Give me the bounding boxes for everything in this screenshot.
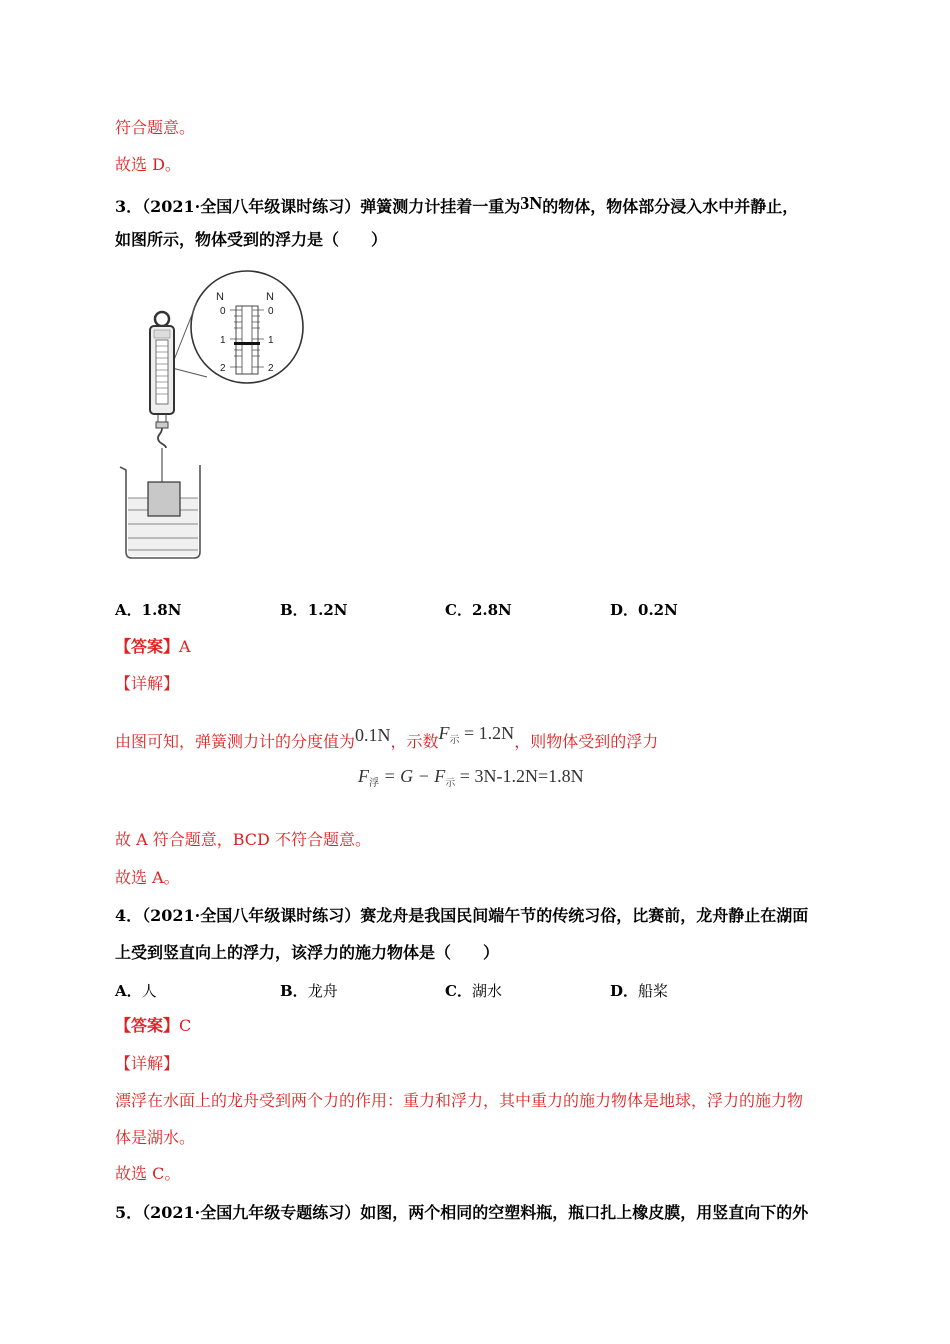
q4-explain-line1: 漂浮在水面上的龙舟受到两个力的作用：重力和浮力，其中重力的施力物体是地球，浮力的施力物 [115,1091,804,1110]
scale-unit-left: N [216,291,224,303]
q3-answer-value: A [179,637,191,656]
q3-choose: 故选 A。 [115,868,180,887]
q4-option-a[interactable]: A．人 [115,982,157,1000]
q3-option-b[interactable]: B．1.2N [280,601,348,619]
scale-tick-left-0: 0 [220,306,226,317]
q4-option-c[interactable]: C．湖水 [445,982,502,1000]
q3-source: （2021·全国八年级课时练习） [142,197,361,216]
scale-tick-left-1: 1 [220,335,226,346]
scale-tick-right-0: 0 [268,306,274,317]
q4-answer [115,1016,191,1036]
q3-text2: 的物体，物体部分浸入水中并静止， [542,197,799,216]
q4-choose: 故选 C。 [115,1164,181,1183]
q3-explain-label: 【详解】 [115,674,180,693]
scale-unit-right: N [266,291,274,303]
q3-reading-formula: $F_示 = 1.2N$ [438,723,515,746]
q3-answer [115,637,191,657]
scale-pointer [234,342,260,345]
q3-number: 3． [115,197,143,216]
q4-option-b[interactable]: B．龙舟 [280,982,338,1000]
q3-option-c[interactable]: C．2.8N [445,601,512,619]
q3-buoyancy-formula: $F_浮 = G - F_示 = 3N-1.2N=1.8N$ [358,766,584,789]
q3-weight: 3N [520,193,543,213]
q3-conclusion: 故 A 符合题意，BCD 不符合题意。 [115,830,371,849]
prev-choose-line: 故选 D。 [115,155,181,174]
spring-balance-figure [112,262,312,562]
q3-answer-label: 【答案】 [115,637,180,656]
q5-text1: 如图，两个相同的空塑料瓶，瓶口扎上橡皮膜，用竖直向下的外 [360,1203,809,1222]
q3-option-a[interactable]: A．1.8N [115,601,182,619]
q3-explain-line: 由图可知，弹簧测力计的分度值为0.1N，示数$F_示 = 1.2N$，则物体受到的浮力 [115,723,659,751]
balance-ring [155,312,169,326]
q4-option-d[interactable]: D．船桨 [610,982,669,1000]
immersed-block [148,482,180,516]
q3-option-d[interactable]: D．0.2N [610,601,678,619]
q5-stem-line1 [115,1203,808,1223]
q4-answer-value: C [179,1016,192,1035]
q3-stem-line2: 如图所示，物体受到的浮力是（ ） [115,230,388,249]
scale-tick-right-2: 2 [268,363,274,374]
q4-stem-line1 [115,906,808,926]
q4-explain-label: 【详解】 [115,1054,180,1073]
q4-explain-line2: 体是湖水。 [115,1128,196,1147]
q4-source: （2021·全国八年级课时练习） [142,906,361,925]
q3-text1: 弹簧测力计挂着一重为 [360,197,521,216]
q4-text1: 赛龙舟是我国民间端午节的传统习俗，比赛前，龙舟静止在湖面 [360,906,809,925]
q4-number: 4． [115,906,143,925]
q5-number: 5． [115,1203,143,1222]
q4-stem-line2: 上受到竖直向上的浮力，该浮力的施力物体是（ ） [115,943,500,962]
q3-division-value: 0.1N [355,725,391,745]
q4-answer-label: 【答案】 [115,1016,180,1035]
magnifier-circle [191,271,303,383]
q5-source: （2021·全国九年级专题练习） [142,1203,361,1222]
prev-explain-line: 符合题意。 [115,118,196,137]
scale-tick-left-2: 2 [220,363,226,374]
scale-tick-right-1: 1 [268,335,274,346]
q3-stem-line1 [115,193,798,217]
